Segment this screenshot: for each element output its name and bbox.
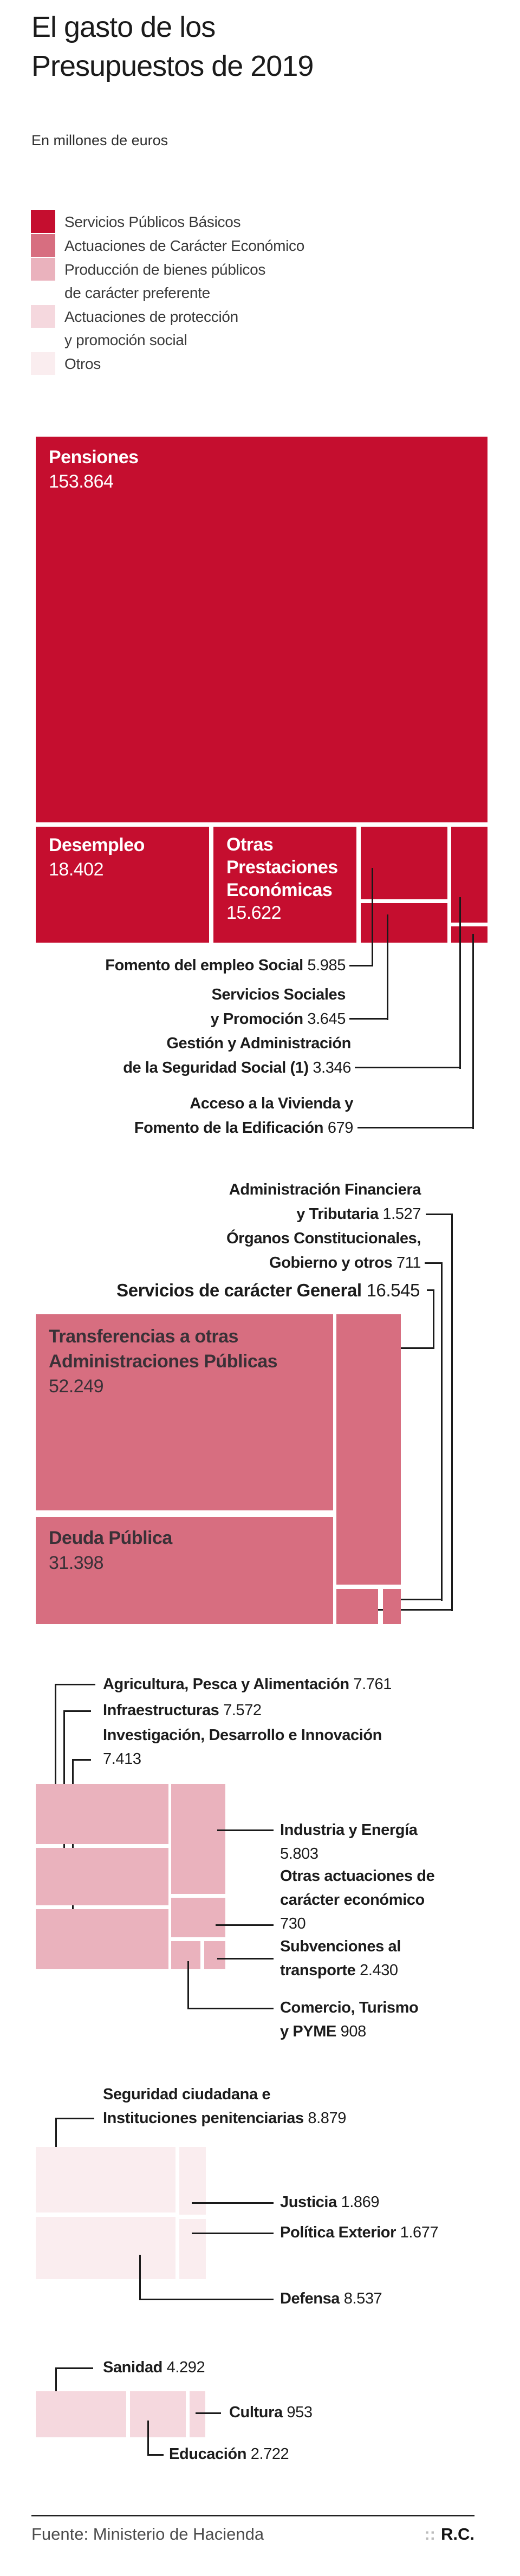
treemap-cell-otras-prestaciones-label: Otras Prestaciones Económicas 15.622 <box>226 834 338 923</box>
connector-organos-h1 <box>425 1262 443 1264</box>
callout-defensa: Defensa 8.537 <box>280 2290 382 2307</box>
treemap-cell-pensiones-label: Pensiones 153.864 <box>49 447 139 492</box>
legend-label-otros: Otros <box>64 355 101 372</box>
page-title-line1: El gasto de los <box>31 11 216 43</box>
legend-swatch-proteccion-social <box>31 305 55 328</box>
legend-label-proteccion-social: Actuaciones de protección y promoción social <box>64 308 238 348</box>
treemap-cell-comercio <box>171 1941 200 1969</box>
connector-admfin-v <box>451 1214 453 1611</box>
callout-organos-constitucionales: Órganos Constitucionales, Gobierno y otros 711 <box>226 1230 421 1271</box>
legend-label-produccion-bienes: Producción de bienes públicos de carácter preferente <box>64 261 266 301</box>
connector-investigacion-h <box>72 1759 91 1761</box>
connector-comercio-h <box>187 2008 274 2009</box>
connector-servsoc-v <box>387 914 388 1020</box>
connector-gestion-v <box>459 897 461 1069</box>
connector-defensa-v <box>139 2255 141 2300</box>
legend-swatch-otros <box>31 352 55 375</box>
connector-defensa-h <box>139 2299 274 2300</box>
connector-sanidad-h <box>55 2367 93 2369</box>
treemap-cell-otras-actuaciones <box>171 1898 225 1937</box>
connector-acceso-h <box>358 1127 474 1128</box>
treemap-cell-infraestructuras <box>36 1848 168 1905</box>
connector-industria-h <box>217 1829 274 1831</box>
treemap-cell-cultura <box>190 2391 205 2437</box>
connector-fomento-v <box>372 868 373 966</box>
callout-servicios-sociales: Servicios Sociales y Promoción 3.645 <box>210 986 346 1028</box>
agency-credit-name: R.C. <box>441 2525 474 2543</box>
treemap-cell-sanidad <box>36 2391 126 2437</box>
treemap-cell-servicios-sociales <box>361 903 447 943</box>
agency-credit <box>424 2522 474 2546</box>
callout-otras-actuaciones: Otras actuaciones de carácter económico 730 <box>280 1867 435 1932</box>
connector-comercio-v <box>187 1961 189 2009</box>
units-subtitle: En millones de euros <box>31 132 168 148</box>
callout-administracion-financiera: Administración Financiera y Tributaria 1.527 <box>229 1181 421 1223</box>
legend-label-servicios-publicos: Servicios Públicos Básicos <box>64 213 241 230</box>
treemap-cell-agricultura <box>36 1784 168 1844</box>
treemap-cell-pensiones <box>36 437 487 822</box>
treemap-cell-investigacion <box>36 1909 168 1969</box>
connector-servsoc-h <box>349 1018 388 1020</box>
connector-educacion-h <box>147 2454 164 2456</box>
connector-fomento-h <box>349 965 373 966</box>
legend-swatch-servicios-publicos <box>31 210 55 233</box>
callout-investigacion: Investigación, Desarrollo e Innovación 7.413 <box>103 1727 382 1768</box>
callout-seguridad-ciudadana: Seguridad ciudadana e Instituciones penitenciarias 8.879 <box>103 2086 346 2127</box>
connector-acceso-v <box>472 934 474 1129</box>
legend-swatch-produccion-bienes <box>31 258 55 281</box>
callout-acceso-vivienda: Acceso a la Vivienda y Fomento de la Edificación 679 <box>134 1095 353 1137</box>
connector-justicia-h <box>192 2202 274 2204</box>
treemap-cell-deuda-publica <box>36 1517 333 1624</box>
connector-agricultura-h <box>55 1684 95 1685</box>
callout-cultura: Cultura 953 <box>229 2404 313 2421</box>
treemap-cell-acceso-vivienda <box>451 926 487 943</box>
treemap-cell-justicia <box>179 2147 206 2215</box>
callout-subvenciones: Subvenciones al transporte 2.430 <box>280 1938 401 1979</box>
treemap-cell-fomento-empleo <box>361 827 447 899</box>
connector-politica-h <box>192 2233 274 2234</box>
legend-label-actuaciones-economicas: Actuaciones de Carácter Económico <box>64 237 304 254</box>
treemap-cell-defensa <box>36 2217 176 2279</box>
connector-admfin-h1 <box>426 1214 453 1215</box>
connector-seguridad-h <box>55 2118 94 2119</box>
footer-divider <box>31 2515 474 2516</box>
callout-agricultura: Agricultura, Pesca y Alimentación 7.761 <box>103 1676 392 1693</box>
callout-industria: Industria y Energía 5.803 <box>280 1821 418 1863</box>
callout-educacion: Educación 2.722 <box>169 2445 289 2463</box>
treemap-cell-servicios-caracter-general <box>336 1314 401 1585</box>
treemap-cell-otras-prestaciones <box>213 827 356 943</box>
connector-servgen-v <box>433 1289 434 1349</box>
connector-otras-actuaciones-h <box>216 1924 274 1926</box>
treemap-cell-educacion <box>130 2391 186 2437</box>
connector-organos-v <box>441 1262 443 1601</box>
callout-comercio: Comercio, Turismo y PYME 908 <box>280 1999 419 2040</box>
page-title-line2: Presupuestos de 2019 <box>31 50 314 82</box>
source-credit: Fuente: Ministerio de Hacienda <box>31 2525 264 2543</box>
connector-infraestructuras-h <box>63 1710 91 1712</box>
agency-credit-dots: :: <box>424 2525 435 2543</box>
connector-educacion-v <box>147 2421 149 2456</box>
connector-admfin-h2 <box>370 1609 453 1611</box>
treemap-cell-desempleo <box>36 827 209 943</box>
treemap-cell-subvenciones <box>204 1941 225 1969</box>
callout-infraestructuras: Infraestructuras 7.572 <box>103 1702 262 1719</box>
treemap-cell-deuda-publica-label: Deuda Pública 31.398 <box>49 1528 172 1573</box>
treemap-cell-politica-exterior <box>179 2219 206 2279</box>
page-title <box>31 8 313 86</box>
callout-servicios-caracter-general: Servicios de carácter General 16.545 <box>116 1280 420 1300</box>
legend-swatch-actuaciones-economicas <box>31 234 55 257</box>
treemap-cell-gestion-seguridad-social <box>451 827 487 923</box>
callout-gestion-seguridad-social: Gestión y Administración de la Seguridad Social (1) 3.346 <box>123 1035 351 1076</box>
callout-politica-exterior: Política Exterior 1.677 <box>280 2224 439 2241</box>
treemap-cell-administracion-financiera <box>336 1589 378 1624</box>
treemap-cell-organos-constitucionales <box>383 1589 401 1624</box>
connector-gestion-h <box>355 1067 461 1068</box>
callout-sanidad: Sanidad 4.292 <box>103 2359 205 2376</box>
callout-justicia: Justicia 1.869 <box>280 2194 380 2211</box>
connector-subvenciones-h <box>217 1958 274 1959</box>
treemap-cell-transferencias-label: Transferencias a otras Administraciones Públicas 52.249 <box>49 1326 278 1397</box>
treemap-cell-desempleo-label: Desempleo 18.402 <box>49 835 145 880</box>
treemap-cell-industria <box>171 1784 225 1894</box>
treemap-cell-transferencias <box>36 1314 333 1510</box>
connector-cultura-h <box>196 2412 221 2414</box>
callout-fomento-empleo: Fomento del empleo Social 5.985 <box>105 957 346 974</box>
treemap-cell-seguridad <box>36 2147 176 2212</box>
